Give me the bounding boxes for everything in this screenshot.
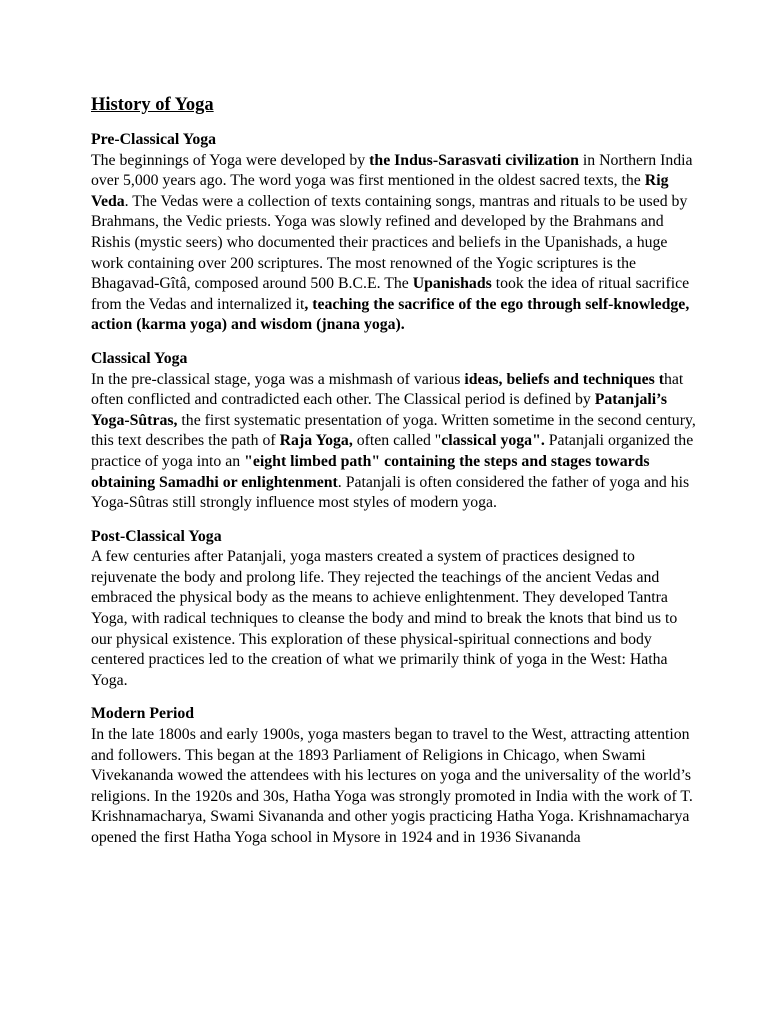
section-heading: Modern Period <box>91 705 195 723</box>
text-run: In the pre-classical stage, yoga was a mishmash of various <box>91 370 465 388</box>
text-run: often called " <box>352 432 442 450</box>
section-post-classical-yoga <box>91 527 698 692</box>
text-run: . Patanjali is often considered the father of yoga and his Yoga-Sûtras still strongly influence most styles of modern yoga. <box>91 473 690 512</box>
bold-text-run: the Indus-Sarasvati civilization <box>369 151 579 169</box>
text-run: A few centuries after Patanjali, yoga masters created a system of practices designed to rejuvenate the body and prolong life. They rejected the teachings of the ancient Vedas and embraced the physical body as the means to achieve enlightenment. They developed Tantra Yoga, with radical techniques to cleanse the body and mind to break the knots that bind us to our physical existence. This exploration of these physical-spiritual connections and body centered practices led to the creation of what we primarily think of yoga in the West: Hatha Yoga. <box>91 548 678 689</box>
text-run: In the late 1800s and early 1900s, yoga masters began to travel to the West, attracting attention and followers. This began at the 1893 Parliament of Religions in Chicago, when Swami Vivekananda wowed the attendees with his lectures on yoga and the universality of the world’s religions. In the 1920s and 30s, Hatha Yoga was strongly promoted in India with the work of T. Krishnamacharya, Swami Sivananda and other yogis practicing Hatha Yoga. Krishnamacharya opened the first Hatha Yoga school in Mysore in 1924 and in 1936 Sivananda <box>91 726 693 846</box>
section-heading: Post-Classical Yoga <box>91 527 222 545</box>
text-run: took the idea of ritual sacrifice from the Vedas and internalized it <box>91 275 690 313</box>
bold-text-run: Upanishads <box>412 275 492 293</box>
section-heading: Classical Yoga <box>91 349 188 367</box>
document-title: History of Yoga <box>91 95 214 115</box>
text-run: the first systematic presentation of yoga. Written sometime in the second century, this text describes the path of <box>91 411 696 450</box>
section-pre-classical-yoga <box>91 130 698 336</box>
bold-text-run: Rig Veda <box>91 172 669 210</box>
section-paragraph <box>91 151 698 336</box>
bold-text-run: Patanjali’s Yoga-Sûtras, <box>91 391 667 429</box>
bold-text-run: classical yoga". <box>441 432 545 450</box>
text-run: The beginnings of Yoga were developed by <box>91 151 370 169</box>
text-run: in Northern India over 5,000 years ago. The word yoga was first mentioned in the oldest sacred texts, the <box>91 151 693 190</box>
text-run: . The Vedas were a collection of texts containing songs, mantras and rituals to be used by Brahmans, the Vedic priests. Yoga was slowly refined and developed by the Brahmans and Rishis (mystic seers) who documented their practices and beliefs in the Upanishads, a huge work containing over 200 scriptures. The most renowned of the Yogic scriptures is the Bhagavad-Gîtâ, composed around 500 B.C.E. The <box>91 192 688 293</box>
section-heading: Pre-Classical Yoga <box>91 131 217 148</box>
bold-text-run: , teaching the sacrifice of the ego through self-knowledge, action (karma yoga) and wisdom (jnana yoga). <box>91 295 690 334</box>
text-run: hat often conflicted and contradicted each other. The Classical period is defined by <box>91 370 684 409</box>
bold-text-run: Raja Yoga, <box>279 432 353 450</box>
bold-text-run: "eight limbed path" containing the steps and stages towards obtaining Samadhi or enlightenment <box>91 452 650 491</box>
section-paragraph <box>91 725 698 849</box>
section-paragraph <box>91 547 698 691</box>
bold-text-run: ideas, beliefs and techniques t <box>464 370 664 388</box>
section-classical-yoga <box>91 349 698 514</box>
section-paragraph <box>91 370 698 514</box>
text-run: Patanjali organized the practice of yoga into an <box>91 432 694 470</box>
section-modern-period <box>91 704 698 848</box>
